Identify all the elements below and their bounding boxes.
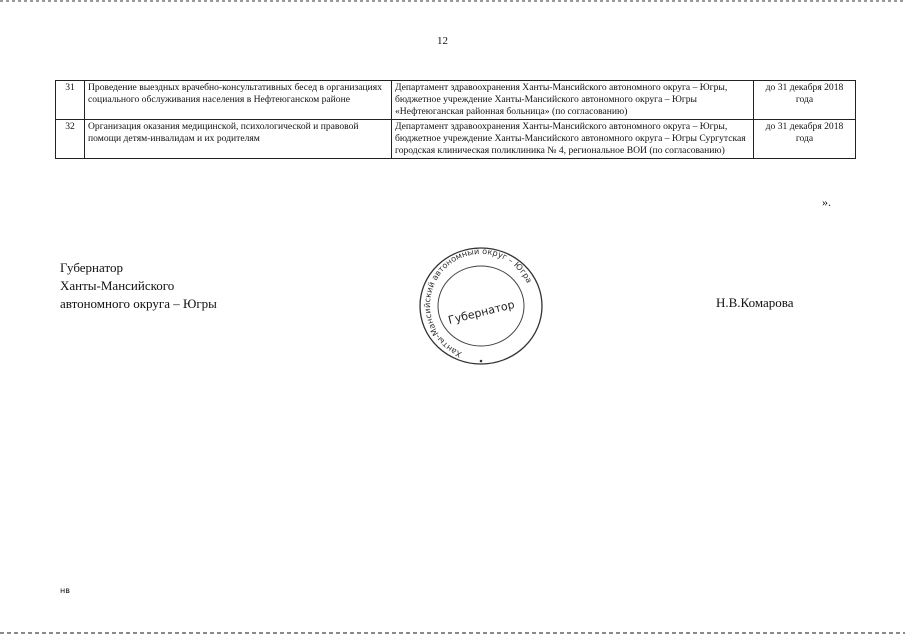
- event-cell: Организация оказания медицинской, психологической и правовой помощи детям-инвалидам и их родителям: [85, 120, 392, 159]
- scan-edge-top: [0, 0, 905, 2]
- table-row: [56, 120, 856, 159]
- responsible-cell: Департамент здравоохранения Ханты-Мансийского автономного округа – Югры, бюджетное учреждение Ханты-Мансийского автономного округа – Югры «Нефтеюганская районная больница» (по согласованию): [392, 81, 754, 120]
- position-line: автономного округа – Югры: [60, 296, 217, 311]
- signatory-position: [60, 259, 217, 313]
- event-cell: Проведение выездных врачебно-консультативных бесед в организациях социального обслуживания населения в Нефтеюганском районе: [85, 81, 392, 120]
- signatory-name: Н.В.Комарова: [716, 295, 794, 310]
- table-row: [56, 81, 856, 120]
- row-number: 31: [56, 81, 85, 120]
- scan-edge-bottom: [0, 632, 905, 634]
- executor-mark: нв: [60, 586, 70, 595]
- seal-center-text: Губернатор: [446, 297, 516, 327]
- row-number: 32: [56, 120, 85, 159]
- measures-table: [55, 80, 856, 159]
- deadline-cell: до 31 декабря 2018 года: [754, 120, 856, 159]
- position-line: Ханты-Мансийского: [60, 278, 175, 293]
- seal-star: [480, 360, 483, 363]
- position-line: Губернатор: [60, 260, 123, 275]
- deadline-cell: до 31 декабря 2018 года: [754, 81, 856, 120]
- seal-ring-text: Ханты-Мансийский автономный округ – Югра: [422, 245, 535, 360]
- official-seal: [409, 243, 553, 371]
- page-number: 12: [437, 35, 448, 47]
- closing-quote: ».: [822, 195, 831, 209]
- responsible-cell: Департамент здравоохранения Ханты-Мансийского автономного округа – Югры, бюджетное учреждение Ханты-Мансийского автономного округа – Югры Сургутская городская клиническая поликлиника № 4, региональное ВОИ (по согласованию): [392, 120, 754, 159]
